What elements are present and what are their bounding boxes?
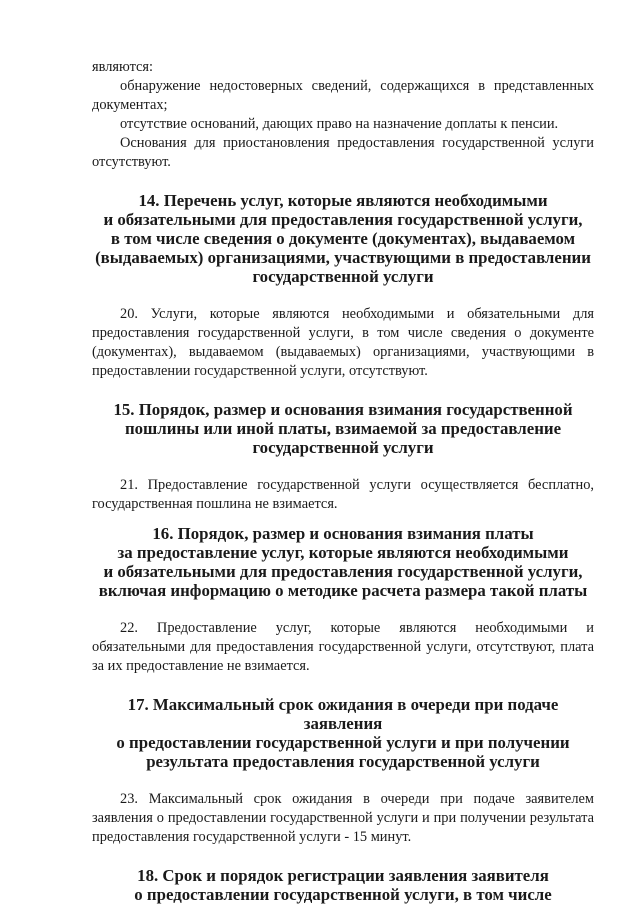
paragraph-22: 22. Предоставление услуг, которые являются необходимыми и обязательными для предоставления государственной услуги, отсутствуют, плата за их предоставление не взимается. — [92, 620, 594, 674]
paragraph-item-2: отсутствие оснований, дающих право на назначение доплаты к пенсии. — [120, 116, 559, 132]
paragraph-21: 21. Предоставление государственной услуги осуществляется бесплатно, государственная пошлина не взимается. — [92, 477, 594, 512]
section-heading-16: 16. Порядок, размер и основания взимания платы за предоставление услуг, которые являются необходимыми и обязательными для предоставления государственной услуги, включая информацию о методике расчета размера такой платы — [98, 524, 588, 600]
paragraph-grounds: Основания для приостановления предоставления государственной услуги отсутствуют. — [92, 135, 594, 170]
section-heading-14: 14. Перечень услуг, которые являются необходимыми и обязательными для предоставления государственной услуги, в том числе сведения о документе (документах), выдаваемом (выдаваемых) организациями, участвующими в предоставлении государственной услуги — [95, 191, 591, 286]
section-heading-18: 18. Срок и порядок регистрации заявления заявителя о предоставлении государственной услуги, в том числе — [134, 866, 552, 904]
paragraph-intro: являются: — [92, 59, 154, 75]
section-heading-17: 17. Максимальный срок ожидания в очереди при подаче заявления о предоставлении государственной услуги и при получении результата предоставления государственной услуги — [116, 695, 570, 771]
paragraph-item-1: обнаружение недостоверных сведений, содержащихся в представленных документах; — [92, 78, 594, 113]
section-heading-15: 15. Порядок, размер и основания взимания государственной пошлины или иной платы, взимаемой за предоставление государственной услуги — [113, 400, 573, 457]
paragraph-20: 20. Услуги, которые являются необходимыми и обязательными для предоставления государственной услуги, в том числе сведения о документе (документах), выдаваемом (выдаваемых) организациями, участвующими в предоставлении государственной услуги, отсутствуют. — [92, 306, 594, 379]
paragraph-23: 23. Максимальный срок ожидания в очереди при подаче заявителем заявления о предоставлении государственной услуги и при получении результата предоставления государственной услуги - 15 минут. — [92, 791, 594, 845]
document-page — [92, 58, 594, 904]
